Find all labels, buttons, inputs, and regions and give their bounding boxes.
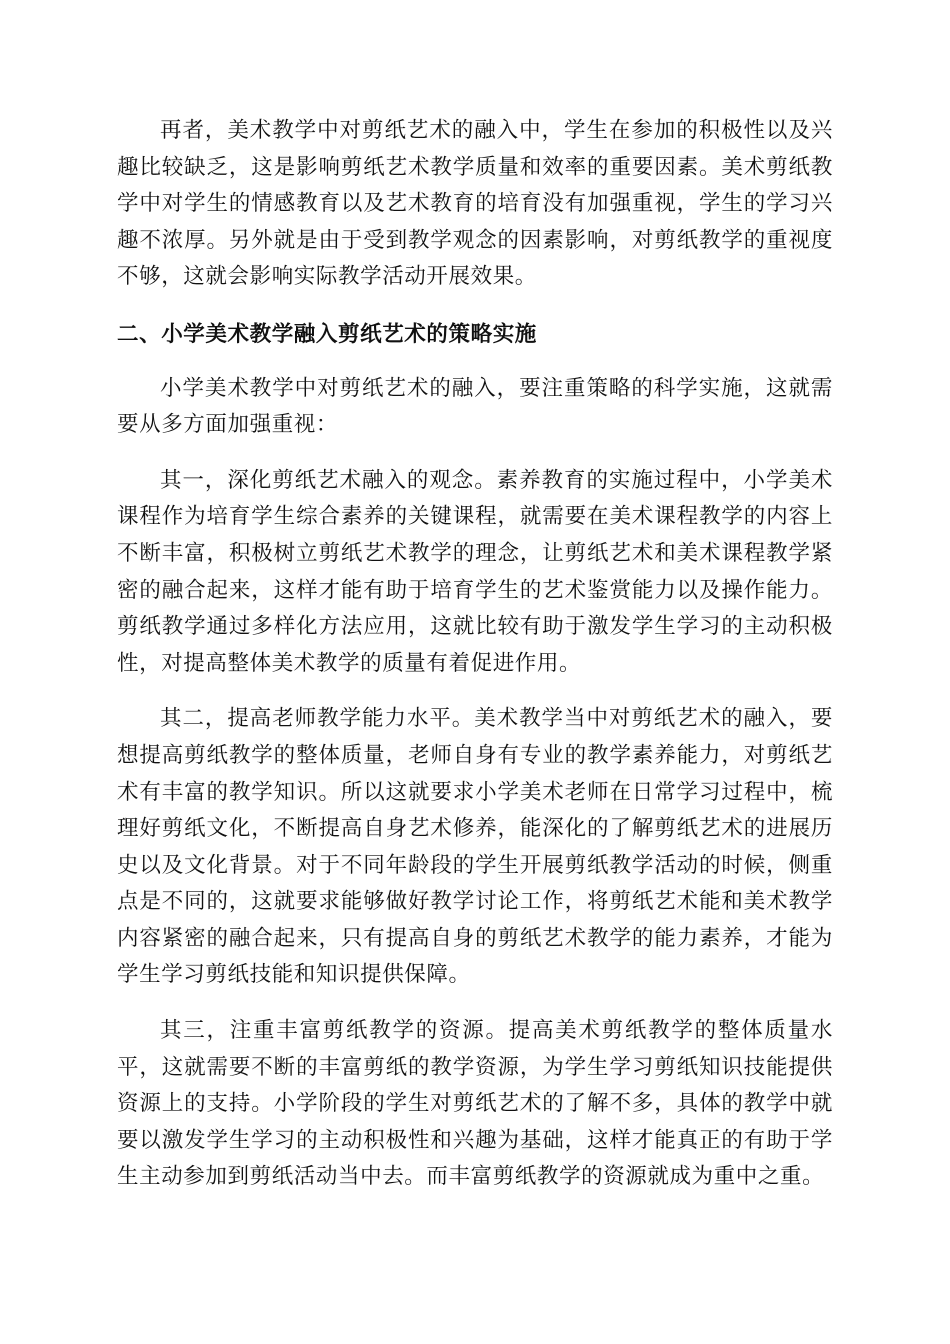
paragraph-reasons: 再者，美术教学中对剪纸艺术的融入中，学生在参加的积极性以及兴趣比较缺乏，这是影响剪纸艺术教学质量和效率的重要因素。美术剪纸教学中对学生的情感教育以及艺术教育的培育没有加强重视，学生的学习兴趣不浓厚。另外就是由于受到教学观念的因素影响，对剪纸教学的重视度不够，这就会影响实际教学活动开展效果。	[117, 118, 833, 290]
paragraph-strategy-intro: 小学美术教学中对剪纸艺术的融入，要注重策略的科学实施，这就需要从多方面加强重视：	[117, 375, 833, 438]
paragraph-strategy-two: 其二，提高老师教学能力水平。美术教学当中对剪纸艺术的融入，要想提高剪纸教学的整体质量，老师自身有专业的教学素养能力，对剪纸艺术有丰富的教学知识。所以这就要求小学美术老师在日常学习过程中，梳理好剪纸文化，不断提高自身艺术修养，能深化的了解剪纸艺术的进展历史以及文化背景。对于不同年龄段的学生开展剪纸教学活动的时候，侧重点是不同的，这就要求能够做好教学讨论工作，将剪纸艺术能和美术教学内容紧密的融合起来，只有提高自身的剪纸艺术教学的能力素养，才能为学生学习剪纸技能和知识提供保障。	[117, 706, 833, 988]
paragraph-strategy-one: 其一，深化剪纸艺术融入的观念。素养教育的实施过程中，小学美术课程作为培育学生综合素养的关键课程，就需要在美术课程教学的内容上不断丰富，积极树立剪纸艺术教学的理念，让剪纸艺术和美术课程教学紧密的融合起来，这样才能有助于培育学生的艺术鉴赏能力以及操作能力。剪纸教学通过多样化方法应用，这就比较有助于激发学生学习的主动积极性，对提高整体美术教学的质量有着促进作用。	[117, 467, 833, 676]
document-body	[117, 113, 833, 1196]
section-heading: 二、小学美术教学融入剪纸艺术的策略实施	[117, 321, 537, 347]
paragraph-strategy-three: 其三，注重丰富剪纸教学的资源。提高美术剪纸教学的整体质量水平，这就需要不断的丰富剪纸的教学资源，为学生学习剪纸知识技能提供资源上的支持。小学阶段的学生对剪纸艺术的了解不多，具体的教学中就要以激发学生学习的主动积极性和兴趣为基础，这样才能真正的有助于学生主动参加到剪纸活动当中去。而丰富剪纸教学的资源就成为重中之重。	[117, 1018, 833, 1190]
